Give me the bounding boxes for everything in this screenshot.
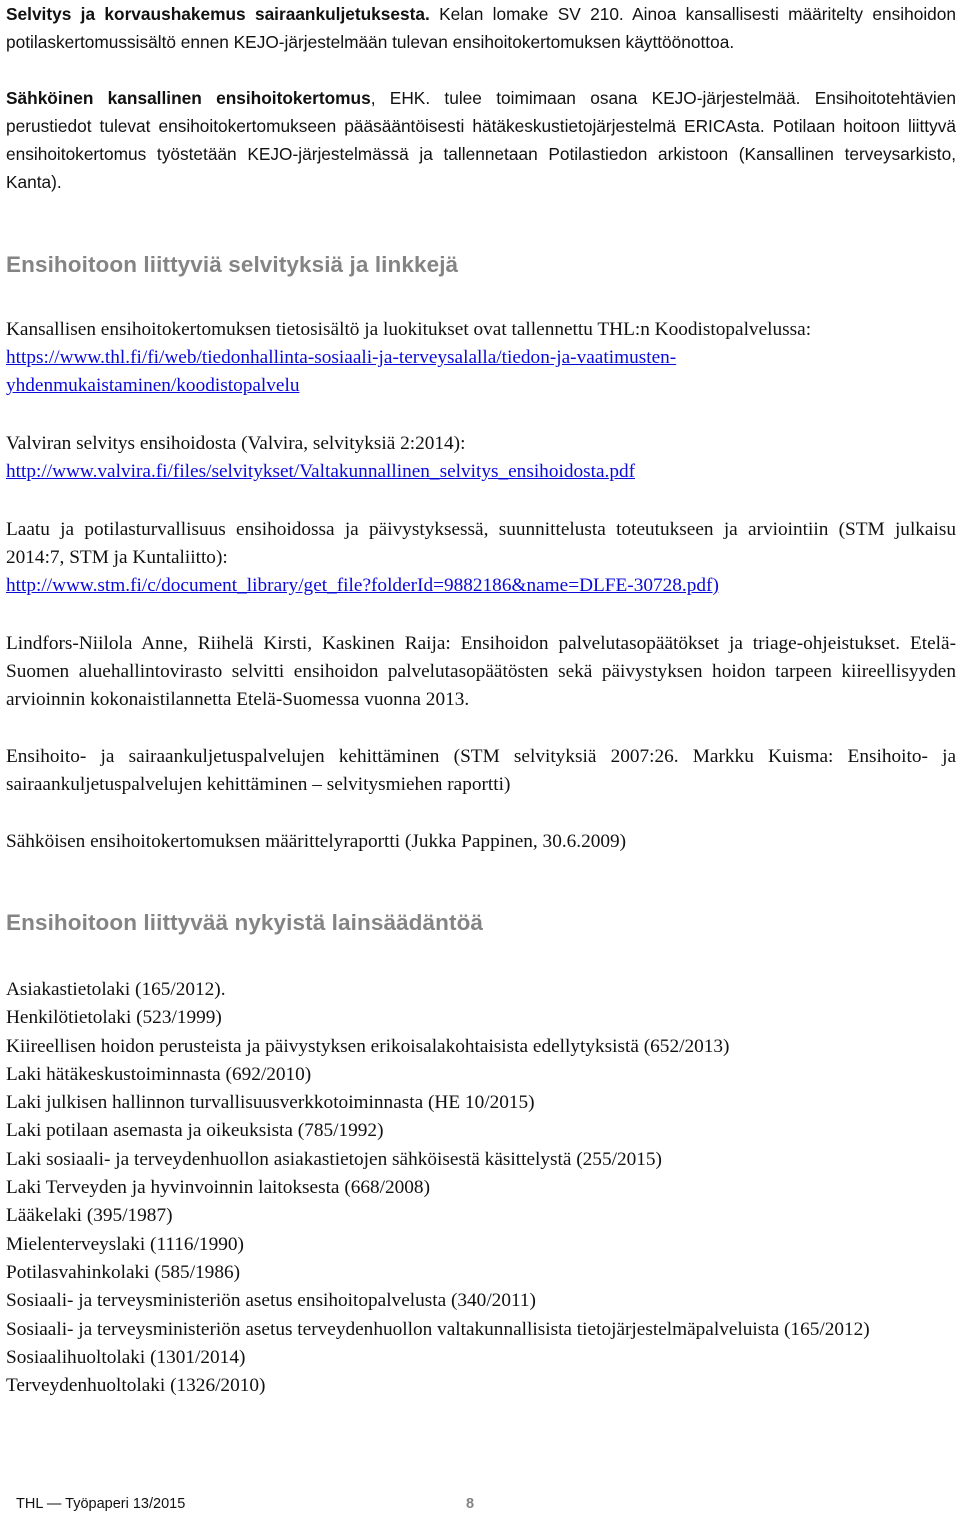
legislation-list <box>6 976 956 1400</box>
page-footer <box>16 1496 475 1512</box>
intro-paragraph-1 <box>6 0 956 56</box>
list-item: Asiakastietolaki (165/2012). <box>6 979 226 1000</box>
intro-p2-text: , EHK. tulee toimimaan osana KEJO-järjestelmää. Ensihoitotehtävien perustiedot tulevat ensihoitokertomukseen pääsääntöisesti hätäkeskustietojärjestelmä ERICAsta. Potilaan hoitoon liittyvä ensihoitokertomus työstetään KEJO-järjestelmässä ja tallennetaan Potilastiedon arkistoon (Kansallinen terveysarkisto, Kanta). <box>6 88 956 192</box>
list-item: Henkilötietolaki (523/1999) <box>6 1007 222 1029</box>
list-item: Lääkelaki (395/1987) <box>6 1205 173 1227</box>
reference-text: Kansallisen ensihoitokertomuksen tietosisältö ja luokitukset ovat tallennettu THL:n Koodistopalvelussa: <box>6 319 812 340</box>
list-item: Laki sosiaali- ja terveydenhuollon asiakastietojen sähköisestä käsittelystä (255/2015) <box>6 1148 662 1170</box>
list-item: Sosiaalihuoltolaki (1301/2014) <box>6 1346 246 1368</box>
list-item: Laki Terveyden ja hyvinvoinnin laitoksesta (668/2008) <box>6 1177 430 1199</box>
list-item: Laki potilaan asemasta ja oikeuksista (785/1992) <box>6 1120 384 1142</box>
thl-codeservice-link[interactable]: https://www.thl.fi/fi/web/tiedonhallinta-sosiaali-ja-terveysalalla/tiedon-ja-vaatimusten-yhdenmukaistaminen/koodistopalvelu <box>6 347 677 396</box>
list-item: Laki hätäkeskustoiminnasta (692/2010) <box>6 1063 312 1085</box>
valvira-report-link[interactable]: http://www.valvira.fi/files/selvitykset/Valtakunnallinen_selvitys_ensihoidosta.pdf <box>6 461 636 482</box>
reference-stm-quality <box>6 516 956 600</box>
intro-p1-text: Kelan lomake SV 210. Ainoa kansallisesti määritelty ensihoidon potilaskertomussisältö ennen KEJO-järjestelmään tulevan ensihoitokertomuksen käyttöönottoa. <box>6 4 956 52</box>
intro-p1-bold: Selvitys ja korvaushakemus sairaankuljetuksesta. <box>6 4 430 24</box>
page-number: 8 <box>466 1496 475 1512</box>
list-item: Sosiaali- ja terveysministeriön asetus terveydenhuollon valtakunnallisista tietojärjestelmäpalveluista (165/2012) <box>6 1318 870 1340</box>
intro-paragraph-2 <box>6 84 956 196</box>
section-heading-reports: Ensihoitoon liittyviä selvityksiä ja linkkejä <box>6 252 459 277</box>
list-item: Kiireellisen hoidon perusteista ja päivystyksen erikoisalakohtaisista edellytyksistä (652/2013) <box>6 1035 730 1057</box>
reference-text: Laatu ja potilasturvallisuus ensihoidossa ja päivystyksessä, suunnittelusta toteutukseen ja arviointiin (STM julkaisu 2014:7, STM ja Kuntaliitto): <box>6 519 956 568</box>
stm-document-link[interactable]: http://www.stm.fi/c/document_library/get_file?folderId=9882186&name=DLFE-30728.pdf) <box>6 575 719 596</box>
reference-lindfors: Lindfors-Niilola Anne, Riihelä Kirsti, Kaskinen Raija: Ensihoidon palvelutasopäätökset ja triage-ohjeistukset. Etelä-Suomen aluehallintovirasto selvitti ensihoidon palvelutasopäätösten sekä päivystyksen hoidon tarpeen kiireellisyyden arvioinnin kokonaistilannetta Etelä-Suomessa vuonna 2013. <box>6 633 956 710</box>
reference-thl-codeservice <box>6 316 956 400</box>
list-item: Sosiaali- ja terveysministeriön asetus ensihoitopalvelusta (340/2011) <box>6 1290 536 1312</box>
intro-p2-bold: Sähköinen kansallinen ensihoitokertomus <box>6 88 371 108</box>
list-item: Terveydenhuoltolaki (1326/2010) <box>6 1375 266 1397</box>
reference-text: Valviran selvitys ensihoidosta (Valvira, selvityksiä 2:2014): <box>6 433 466 454</box>
reference-valvira <box>6 430 956 486</box>
list-item: Laki julkisen hallinnon turvallisuusverkkotoiminnasta (HE 10/2015) <box>6 1092 535 1114</box>
reference-definition-report: Sähköisen ensihoitokertomuksen määrittelyraportti (Jukka Pappinen, 30.6.2009) <box>6 831 627 852</box>
reference-stm-development: Ensihoito- ja sairaankuljetuspalvelujen kehittäminen (STM selvityksiä 2007:26. Markku Kuisma: Ensihoito- ja sairaankuljetuspalvelujen kehittäminen – selvitysmiehen raportti) <box>6 746 956 795</box>
footer-publication: THL — Työpaperi 13/2015 <box>16 1496 186 1512</box>
section-heading-legislation: Ensihoitoon liittyvää nykyistä lainsäädäntöä <box>6 910 484 935</box>
list-item: Potilasvahinkolaki (585/1986) <box>6 1261 241 1283</box>
list-item: Mielenterveyslaki (1116/1990) <box>6 1233 244 1255</box>
